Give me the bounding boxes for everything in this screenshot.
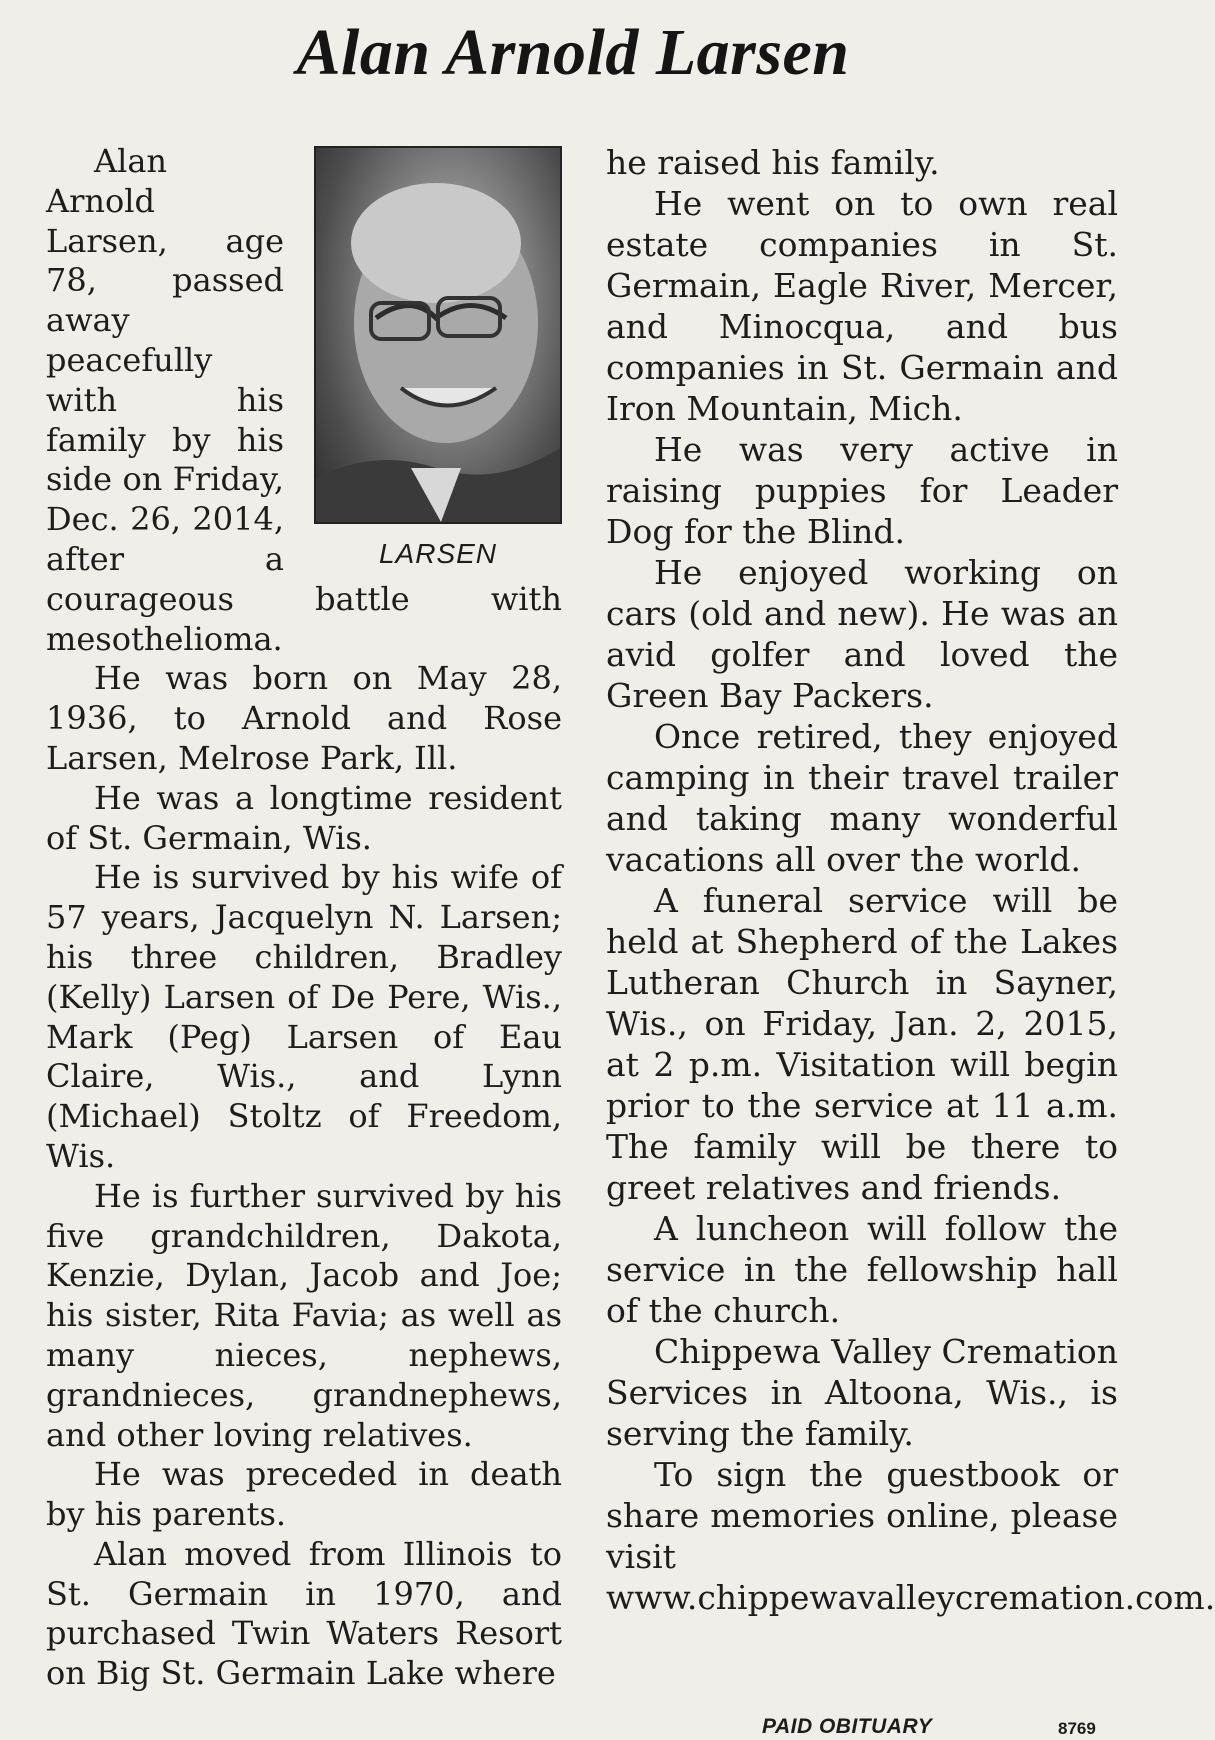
paragraph: He was a longtime resident of St. Germain, Wis. — [46, 778, 562, 857]
paragraph: He was very active in raising puppies for Leader Dog for the Blind. — [606, 430, 1118, 551]
paragraph: He was preceded in death by his parents. — [46, 1455, 562, 1534]
portrait-drawing — [316, 148, 560, 522]
paragraph: A luncheon will follow the service in the fellowship hall of the church. — [606, 1209, 1118, 1330]
paragraph: Alan Arnold Larsen, age 78, passed away peacefully with his family by his side on Friday, Dec. 26, 2014, after a courageous battle with mesothelioma. — [46, 142, 562, 658]
ad-code: 8769 — [1058, 1719, 1096, 1738]
paragraph: Once retired, they enjoyed camping in their travel trailer and taking many wonderful vacations all over the world. — [606, 717, 1118, 879]
left-column — [46, 142, 562, 1694]
paragraph: Alan moved from Illinois to St. Germain in 1970, and purchased Twin Waters Resort on Big St. Germain Lake where — [46, 1534, 562, 1693]
photo-caption: LARSEN — [378, 538, 498, 569]
paragraph: he raised his family. — [606, 143, 940, 182]
paid-obituary-label: PAID OBITUARY — [762, 1715, 933, 1738]
paragraph: To sign the guestbook or share memories online, please visit www.chippewavalleycremation.com. — [606, 1455, 1215, 1617]
paragraph: He enjoyed working on cars (old and new). He was an avid golfer and loved the Green Bay Packers. — [606, 553, 1118, 715]
paragraph: He is survived by his wife of 57 years, Jacquelyn N. Larsen; his three children, Bradley (Kelly) Larsen of De Pere, Wis., Mark (Peg) Larsen of Eau Claire, Wis., and Lynn (Michael) Stoltz of Freedom, Wis. — [46, 858, 562, 1175]
paragraph: He went on to own real estate companies in St. Germain, Eagle River, Mercer, and Minocqua, and bus companies in St. Germain and Iron Mountain, Mich. — [606, 184, 1118, 428]
paragraph: He is further survived by his five grandchildren, Dakota, Kenzie, Dylan, Jacob and Joe; his sister, Rita Favia; as well as many nieces, nephews, grandnieces, grandnephews, and other loving relatives. — [46, 1176, 562, 1454]
portrait-photo — [314, 146, 562, 568]
paragraph: He was born on May 28, 1936, to Arnold and Rose Larsen, Melrose Park, Ill. — [46, 659, 562, 777]
obituary-title: Alan Arnold Larsen — [296, 16, 850, 89]
portrait-image — [314, 146, 562, 524]
right-column — [606, 142, 1215, 1618]
paragraph: Chippewa Valley Cremation Services in Altoona, Wis., is serving the family. — [606, 1332, 1118, 1453]
paragraph: A funeral service will be held at Shepherd of the Lakes Lutheran Church in Sayner, Wis., on Friday, Jan. 2, 2015, at 2 p.m. Visitation will begin prior to the service at 11 a.m. The family will be there to greet relatives and friends. — [606, 881, 1118, 1207]
